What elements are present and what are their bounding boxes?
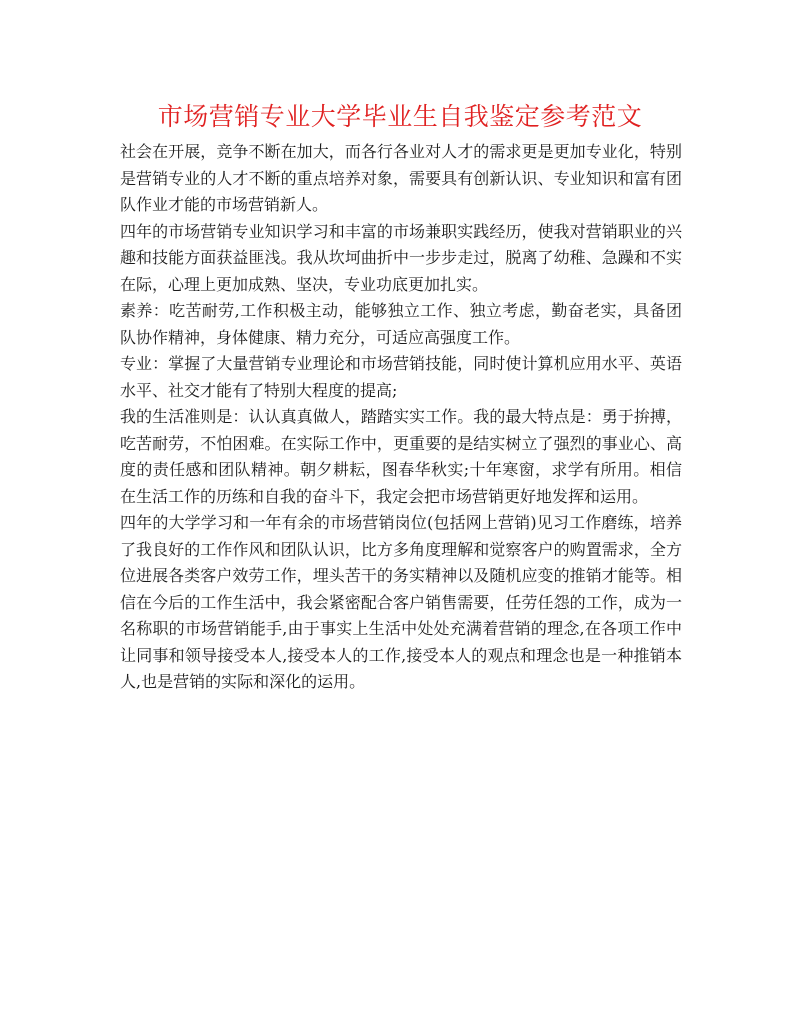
paragraph-professional: 专业：掌握了大量营销专业理论和市场营销技能，同时使计算机应用水平、英语水平、社交才能有了特别大程度的提高; bbox=[120, 354, 682, 400]
paragraph-qualities: 素养：吃苦耐劳,工作积极主动，能够独立工作、独立考虑，勤奋老实，具备团队协作精神，身体健康、精力充分，可适应高强度工作。 bbox=[120, 301, 682, 347]
paragraph-experience: 四年的市场营销专业知识学习和丰富的市场兼职实践经历，使我对营销职业的兴趣和技能方面获益匪浅。我从坎坷曲折中一步步走过，脱离了幼稚、急躁和不实在际，心理上更加成熟、坚决，专业功底更加扎实。 bbox=[120, 221, 682, 294]
paragraph-intro: 社会在开展，竞争不断在加大，而各行各业对人才的需求更是更加专业化，特别是营销专业的人才不断的重点培养对象，需要具有创新认识、专业知识和富有团队作业才能的市场营销新人。 bbox=[120, 142, 682, 214]
paragraph-life-principles: 我的生活准则是：认认真真做人，踏踏实实工作。我的最大特点是：勇于拚搏，吃苦耐劳，不怕困难。在实际工作中，更重要的是结实树立了强烈的事业心、高度的责任感和团队精神。朝夕耕耘，图春华秋实;十年寒窗，求学有所用。相信在生活工作的历练和自我的奋斗下，我定会把市场营销更好地发挥和运用。 bbox=[120, 407, 682, 506]
paragraph-summary: 四年的大学学习和一年有余的市场营销岗位(包括网上营销)见习工作磨练，培养了我良好的工作作风和团队认识，比方多角度理解和觉察客户的购置需求，全方位进展各类客户效劳工作，埋头苦干的务实精神以及随机应变的推销才能等。相信在今后的工作生活中，我会紧密配合客户销售需要，任劳任怨的工作，成为一名称职的市场营销能手,由于事实上生活中处处充满着营销的理念,在各项工作中让同事和领导接受本人,接受本人的工作,接受本人的观点和理念也是一种推销本人,也是营销的实际和深化的运用。 bbox=[120, 513, 682, 691]
document-title: 市场营销专业大学毕业生自我鉴定参考范文 bbox=[157, 102, 643, 131]
document-body bbox=[120, 139, 682, 696]
